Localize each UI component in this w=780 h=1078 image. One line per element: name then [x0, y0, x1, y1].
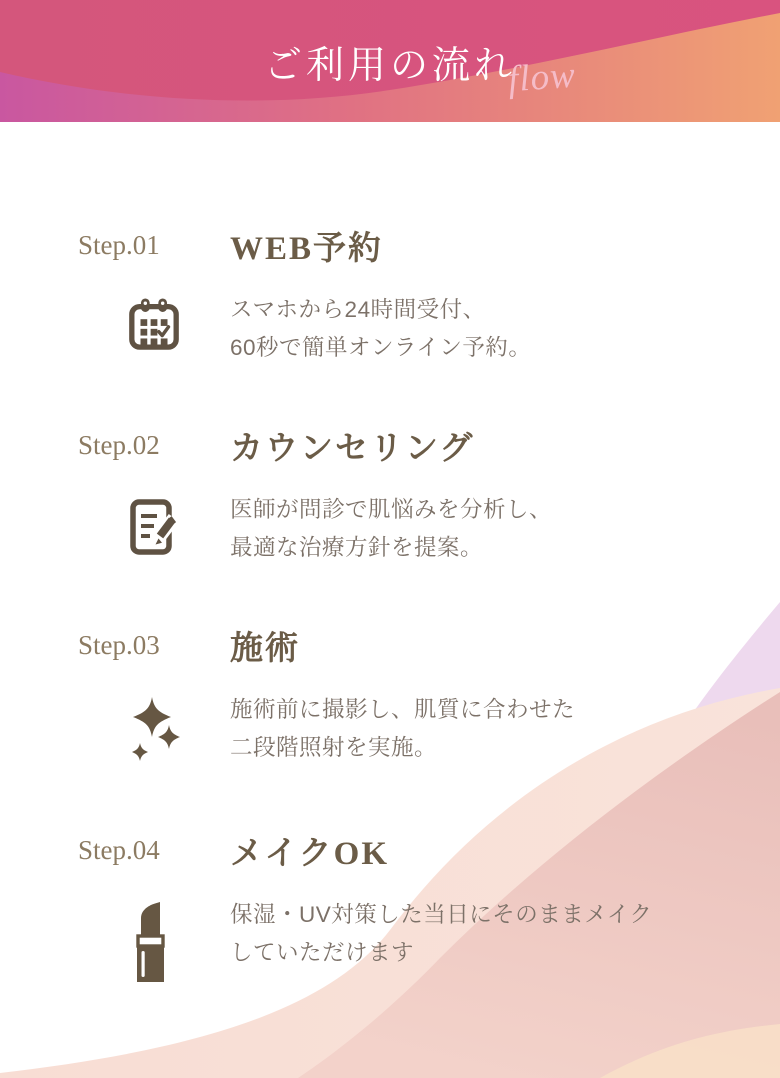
- step-description-line1: 医師が問診で肌悩みを分析し、: [230, 497, 553, 523]
- step-number: Step.03: [78, 630, 160, 661]
- steps-list: [0, 122, 780, 986]
- step-number: Step.01: [78, 230, 160, 260]
- step-description: [230, 269, 740, 366]
- step-title: メイクOK: [230, 836, 390, 873]
- step-item-treatment: [78, 622, 780, 771]
- step-number: Step.04: [78, 835, 160, 866]
- steps-area: [0, 122, 780, 1078]
- lipstick-icon: [131, 900, 177, 986]
- step-description-line1: スマホから24時間受付、: [230, 297, 486, 322]
- step-title: カウンセリング: [230, 431, 475, 468]
- step-description-line2: していただけます: [230, 939, 415, 965]
- page-subtitle-script: flow: [506, 54, 578, 101]
- sparkles-icon: [125, 695, 183, 771]
- step-title: WEB予約: [230, 231, 384, 267]
- calendar-icon: [127, 295, 181, 353]
- hero-banner: [0, 0, 780, 122]
- step-description-line1: 施術前に撮影し、肌質に合わせた: [230, 697, 576, 723]
- step-item-web-reservation: [78, 222, 780, 366]
- step-description-line2: 60秒で簡単オンライン予約。: [230, 334, 532, 360]
- step-description: [230, 874, 740, 986]
- step-number: Step.02: [78, 430, 160, 461]
- step-item-makeup-ok: [78, 827, 780, 986]
- document-pen-icon: [125, 495, 183, 559]
- step-title: 施術: [230, 631, 300, 668]
- step-description-line2: 最適な治療方針を提案。: [230, 534, 484, 560]
- step-description-line2: 二段階照射を実施。: [230, 734, 438, 760]
- step-description: [230, 669, 740, 771]
- step-description: [230, 469, 740, 566]
- step-description-line1: 保湿・UV対策した当日にそのままメイク: [230, 902, 653, 928]
- page-title: ご利用の流れ: [263, 45, 516, 87]
- step-item-counseling: [78, 422, 780, 566]
